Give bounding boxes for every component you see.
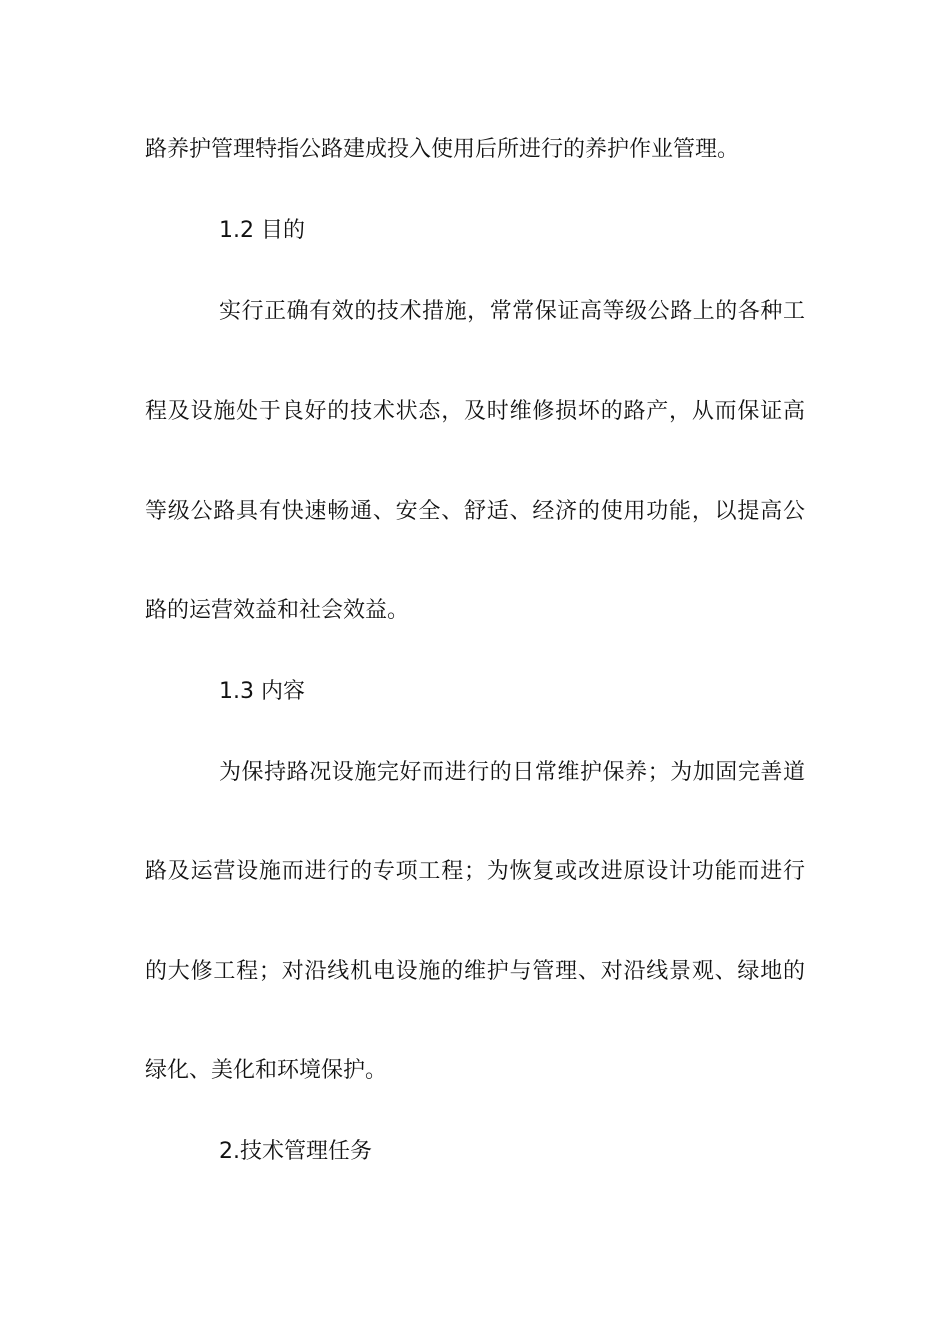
body-line: 程及设施处于良好的技术状态，及时维修损坏的路产，从而保证高 xyxy=(145,399,805,424)
section-heading-tasks: 2.技术管理任务 xyxy=(219,1139,372,1164)
body-line: 绿化、美化和环境保护。 xyxy=(145,1058,388,1083)
body-line: 路养护管理特指公路建成投入使用后所进行的养护作业管理。 xyxy=(145,137,740,162)
section-heading-purpose: 1.2 目的 xyxy=(219,218,305,243)
body-line: 的大修工程；对沿线机电设施的维护与管理、对沿线景观、绿地的 xyxy=(145,959,805,984)
body-line: 路及运营设施而进行的专项工程；为恢复或改进原设计功能而进行 xyxy=(145,859,805,884)
body-line: 路的运营效益和社会效益。 xyxy=(145,598,410,623)
section-heading-content: 1.3 内容 xyxy=(219,679,305,704)
body-line: 等级公路具有快速畅通、安全、舒适、经济的使用功能，以提高公 xyxy=(145,499,805,524)
body-line: 实行正确有效的技术措施，常常保证高等级公路上的各种工 xyxy=(219,299,805,324)
body-line: 为保持路况设施完好而进行的日常维护保养；为加固完善道 xyxy=(219,760,805,785)
